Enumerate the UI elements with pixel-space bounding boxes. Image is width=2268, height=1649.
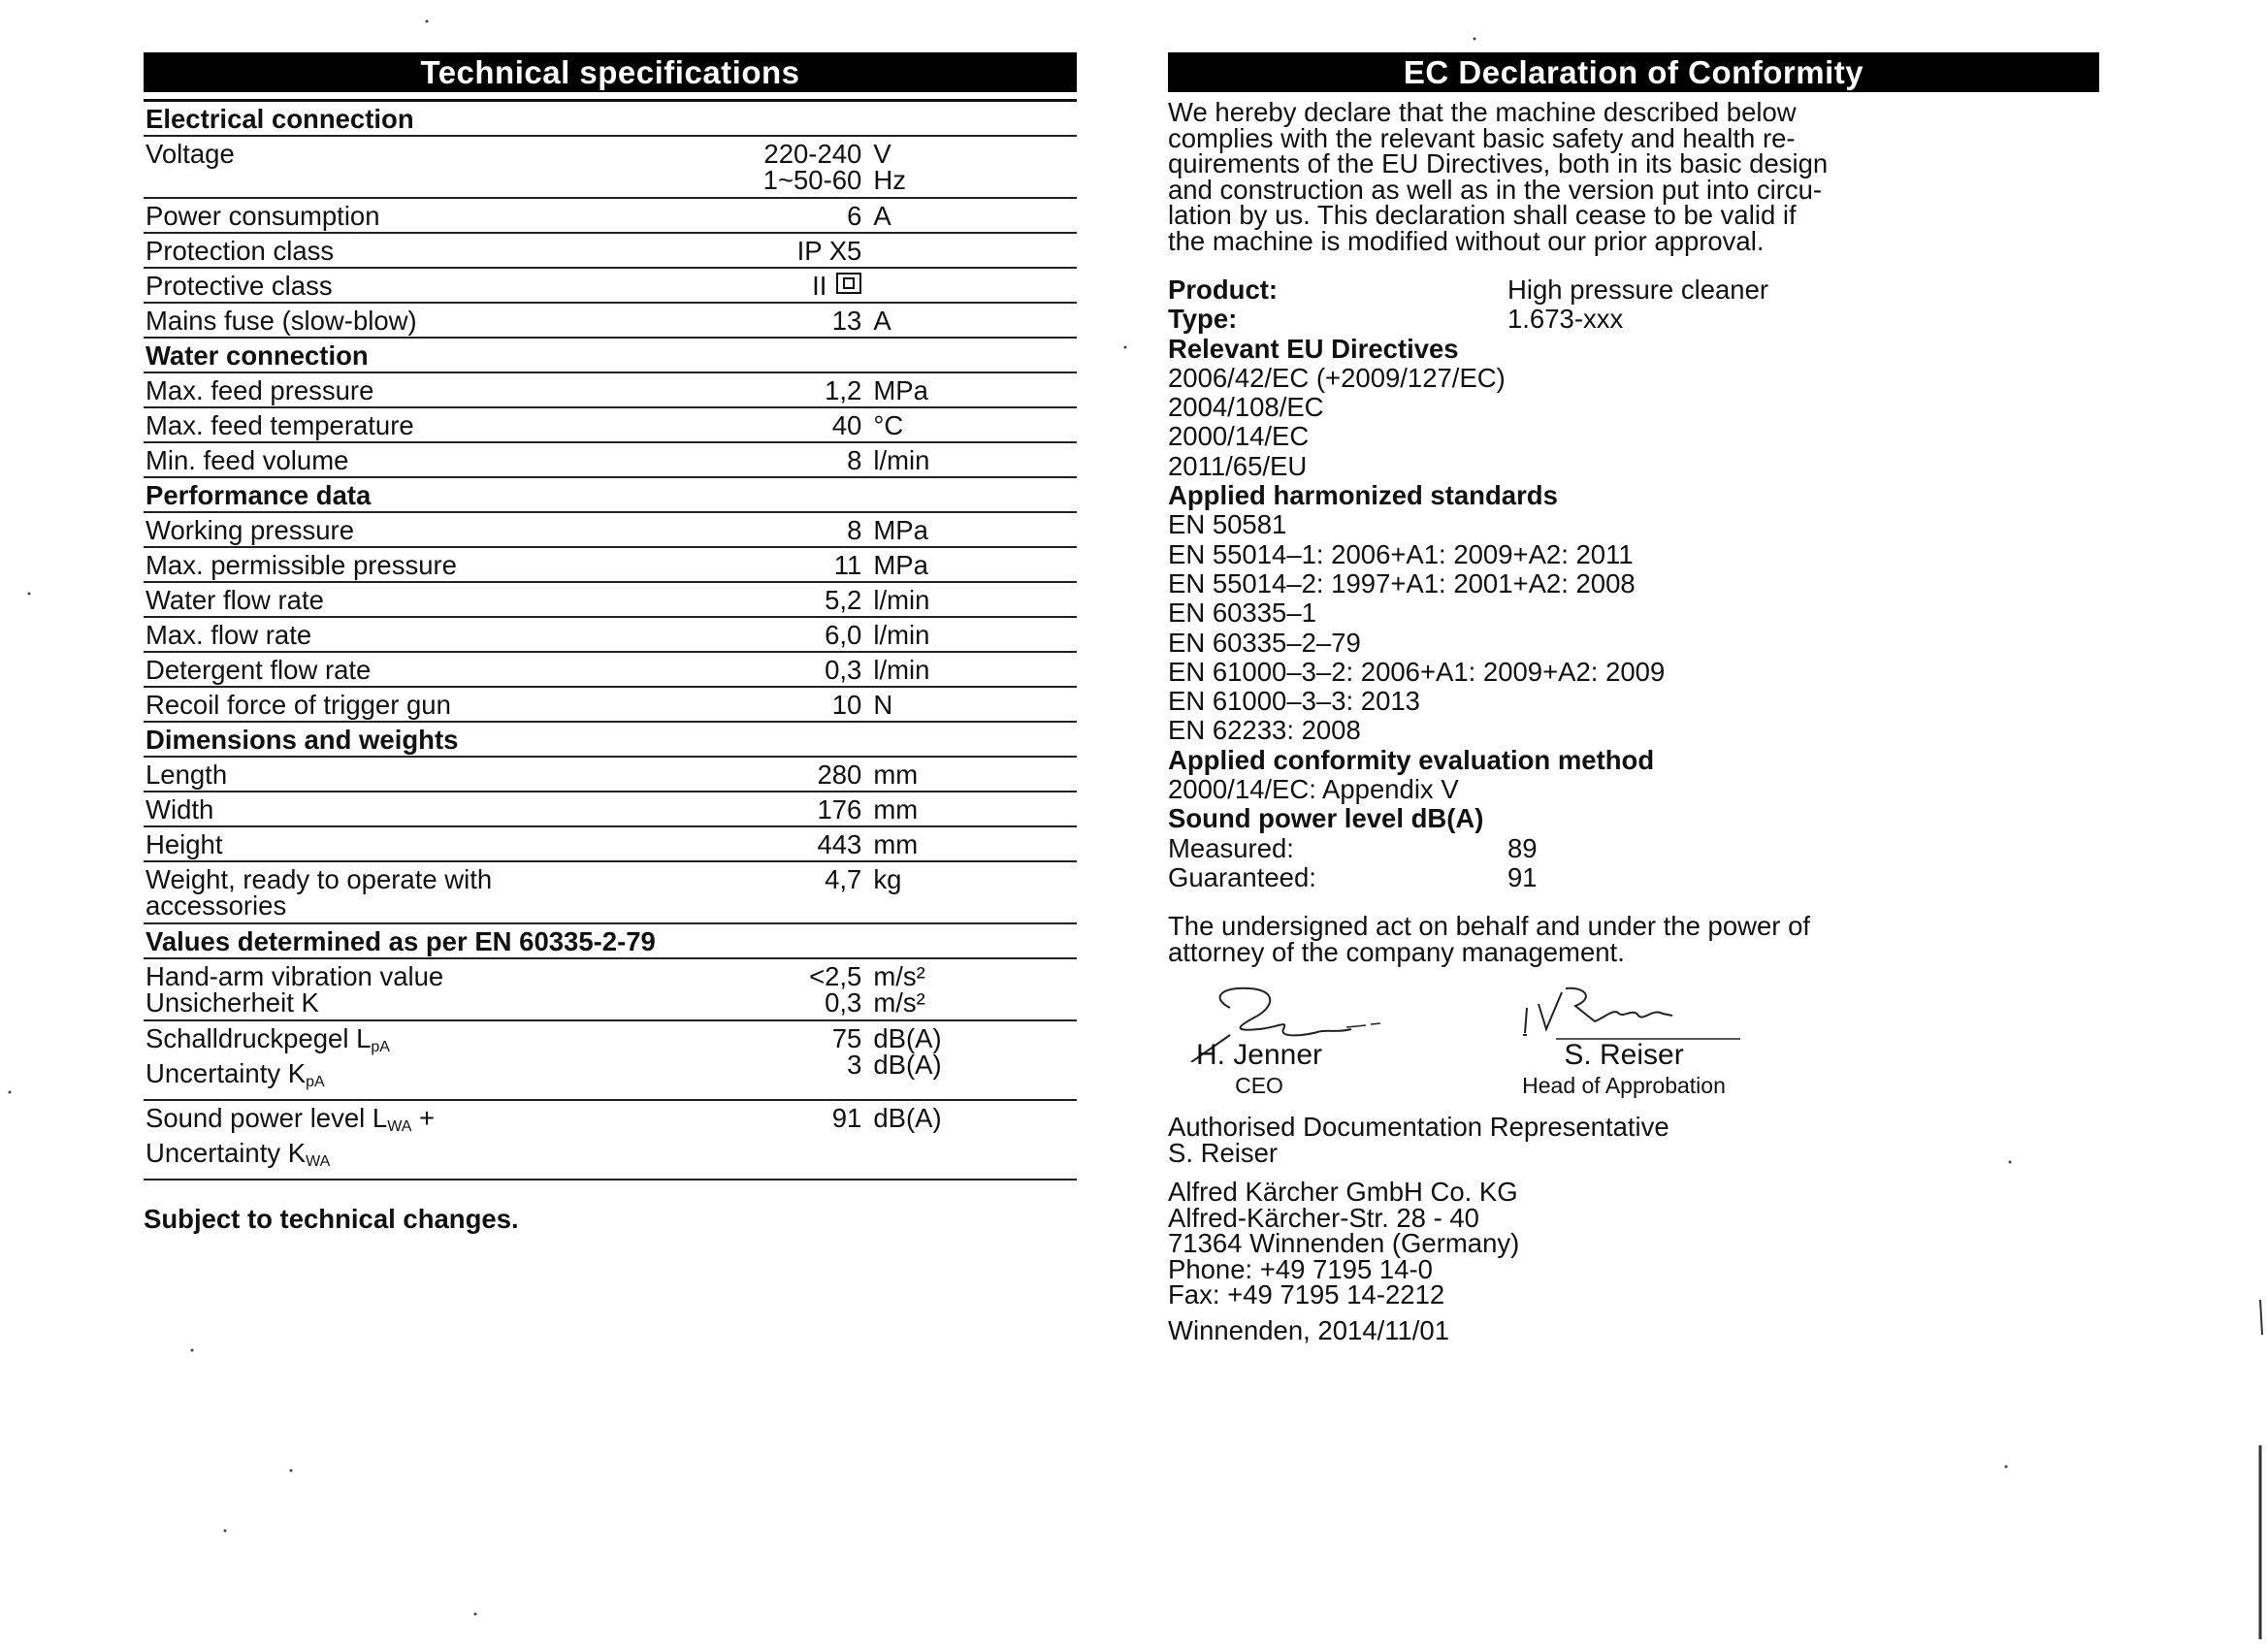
- spec-unit: l/min: [871, 582, 1077, 617]
- spec-unit: l/min: [871, 652, 1077, 687]
- spec-label: Max. permissible pressure: [144, 547, 741, 582]
- standard-item: EN 55014–1: 2006+A1: 2009+A2: 2011: [1168, 538, 1634, 569]
- spec-label: Power consumption: [144, 198, 741, 233]
- address-line: Alfred Kärcher GmbH Co. KG: [1168, 1177, 1518, 1208]
- spec-value: 8: [741, 512, 872, 547]
- standard-item: EN 55014–2: 1997+A1: 2001+A2: 2008: [1168, 567, 1636, 598]
- spec-unit: mm: [871, 826, 1077, 861]
- spec-unit: A: [871, 198, 1077, 233]
- spec-label: Width: [144, 792, 741, 826]
- standard-item: EN 60335–1: [1168, 598, 1316, 629]
- spec-label: Voltage: [144, 136, 741, 198]
- undersigned-line: The undersigned act on behalf and under the power of: [1168, 911, 1811, 942]
- spec-value: 13: [741, 303, 872, 338]
- spec-label: Max. feed pressure: [144, 372, 741, 407]
- standard-item: EN 60335–2–79: [1168, 627, 1361, 658]
- section-label: Electrical connection: [144, 101, 1077, 137]
- spec-value: 10: [741, 687, 872, 722]
- directives-title: Relevant EU Directives: [1168, 333, 1459, 364]
- spec-value: 280: [741, 757, 872, 792]
- address-line: Alfred-Kärcher-Str. 28 - 40: [1168, 1202, 1479, 1233]
- section-label: Performance data: [144, 477, 1077, 512]
- spec-value: 8: [741, 442, 872, 477]
- subject-to-changes-note: Subject to technical changes.: [144, 1204, 519, 1234]
- spec-unit: l/min: [871, 442, 1077, 477]
- spec-unit: mm: [871, 757, 1077, 792]
- spec-label: Height: [144, 826, 741, 861]
- address-line: Phone: +49 7195 14-0: [1168, 1253, 1433, 1284]
- spec-value: II: [741, 268, 872, 303]
- spec-unit: l/min: [871, 617, 1077, 652]
- address-line: Fax: +49 7195 14-2212: [1168, 1279, 1445, 1310]
- product-label: Product:: [1168, 275, 1279, 305]
- spec-label: Working pressure: [144, 512, 741, 547]
- address-line: 71364 Winnenden (Germany): [1168, 1228, 1520, 1259]
- intro-line: We hereby declare that the machine described below: [1168, 97, 1797, 127]
- doc-rep-line: S. Reiser: [1168, 1137, 1279, 1168]
- spec-title: Technical specifications: [144, 52, 1077, 92]
- guaranteed-value: 91: [1507, 861, 1538, 892]
- jenner-name: H. Jenner: [1195, 1039, 1323, 1072]
- spec-label: Detergent flow rate: [144, 652, 741, 687]
- type-value: 1.673-xxx: [1507, 304, 1624, 335]
- section-label: Dimensions and weights: [144, 722, 1077, 757]
- spec-label: Sound power level $L_{WA}$ + Uncertainty $K_{WA}$: [144, 1100, 741, 1180]
- intro-line: quirements of the EU Directives, both in its basic design: [1168, 148, 1829, 178]
- method-title: Applied conformity evaluation method: [1168, 744, 1655, 775]
- standard-item: EN 61000–3–2: 2006+A1: 2009+A2: 2009: [1168, 656, 1666, 687]
- intro-line: the machine is modified without our prior approval.: [1168, 225, 1765, 256]
- doc-rep-line: Authorised Documentation Representative: [1168, 1112, 1669, 1143]
- spec-label: Recoil force of trigger gun: [144, 687, 741, 722]
- directive-item: 2004/108/EC: [1168, 392, 1324, 423]
- spec-unit: MPa: [871, 547, 1077, 582]
- spec-unit: dB(A) dB(A): [871, 1020, 1077, 1100]
- spec-value: 0,3: [741, 652, 872, 687]
- intro-line: lation by us. This declaration shall cease to be valid if: [1168, 200, 1797, 230]
- guaranteed-label: Guaranteed:: [1168, 861, 1316, 892]
- spec-unit: MPa: [871, 512, 1077, 547]
- spec-value: 91: [741, 1100, 872, 1180]
- spec-value: 5,2: [741, 582, 872, 617]
- spec-value: 176: [741, 792, 872, 826]
- spec-unit: mm: [871, 792, 1077, 826]
- reiser-role: Head of Approbation: [1522, 1073, 1726, 1099]
- spec-unit: dB(A): [871, 1100, 1077, 1180]
- spec-unit: kg: [871, 861, 1077, 923]
- jenner-role: CEO: [1235, 1073, 1283, 1099]
- spec-unit: MPa: [871, 372, 1077, 407]
- spec-unit: A: [871, 303, 1077, 338]
- measured-value: 89: [1507, 832, 1538, 863]
- spec-value: 6: [741, 198, 872, 233]
- sound-title: Sound power level dB(A): [1168, 803, 1484, 834]
- declaration-title: EC Declaration of Conformity: [1168, 52, 2099, 92]
- standard-item: EN 61000–3–3: 2013: [1168, 686, 1420, 717]
- spec-unit: V Hz: [871, 136, 1077, 198]
- spec-unit: °C: [871, 407, 1077, 442]
- standard-item: EN 50581: [1168, 509, 1287, 540]
- spec-value: 1,2: [741, 372, 872, 407]
- spec-value: 443: [741, 826, 872, 861]
- standard-item: EN 62233: 2008: [1168, 715, 1361, 746]
- spec-value: 6,0: [741, 617, 872, 652]
- spec-label: Protection class: [144, 233, 741, 268]
- place-date: Winnenden, 2014/11/01: [1168, 1314, 1449, 1345]
- spec-label: Hand-arm vibration value Unsicherheit K: [144, 958, 741, 1020]
- spec-label: Water flow rate: [144, 582, 741, 617]
- directive-item: 2000/14/EC: [1168, 421, 1310, 452]
- section-label: Values determined as per EN 60335-2-79: [144, 923, 1077, 958]
- spec-value: 220-240 1~50-60: [741, 136, 872, 198]
- measured-label: Measured:: [1168, 832, 1294, 863]
- spec-value: 11: [741, 547, 872, 582]
- method-value: 2000/14/EC: Appendix V: [1168, 774, 1459, 805]
- intro-line: and construction as well as in the version put into circu-: [1168, 174, 1823, 205]
- spec-label: Max. flow rate: [144, 617, 741, 652]
- spec-value: 75 3: [741, 1020, 872, 1100]
- spec-label: Min. feed volume: [144, 442, 741, 477]
- reiser-name: S. Reiser: [1564, 1039, 1684, 1072]
- directive-item: 2006/42/EC (+2009/127/EC): [1168, 362, 1506, 393]
- spec-value: IP X5: [741, 233, 872, 268]
- spec-value: 40: [741, 407, 872, 442]
- spec-label: Weight, ready to operate with accessories: [144, 861, 741, 923]
- spec-unit: m/s² m/s²: [871, 958, 1077, 1020]
- type-label: Type:: [1168, 304, 1238, 335]
- product-value: High pressure cleaner: [1507, 275, 1769, 305]
- standards-title: Applied harmonized standards: [1168, 480, 1558, 511]
- intro-line: complies with the relevant basic safety and health re-: [1168, 122, 1796, 153]
- spec-label: Max. feed temperature: [144, 407, 741, 442]
- spec-unit: N: [871, 687, 1077, 722]
- spec-label: Mains fuse (slow-blow): [144, 303, 741, 338]
- spec-value: 4,7: [741, 861, 872, 923]
- directive-item: 2011/65/EU: [1168, 450, 1308, 481]
- section-label: Water connection: [144, 338, 1077, 372]
- spec-value: <2,5 0,3: [741, 958, 872, 1020]
- undersigned-line: attorney of the company management.: [1168, 936, 1625, 967]
- spec-label: Schalldruckpegel $L_{pA}$ Uncertainty $K_{pA}$: [144, 1020, 741, 1100]
- spec-label: Length: [144, 757, 741, 792]
- spec-label: Protective class: [144, 268, 741, 303]
